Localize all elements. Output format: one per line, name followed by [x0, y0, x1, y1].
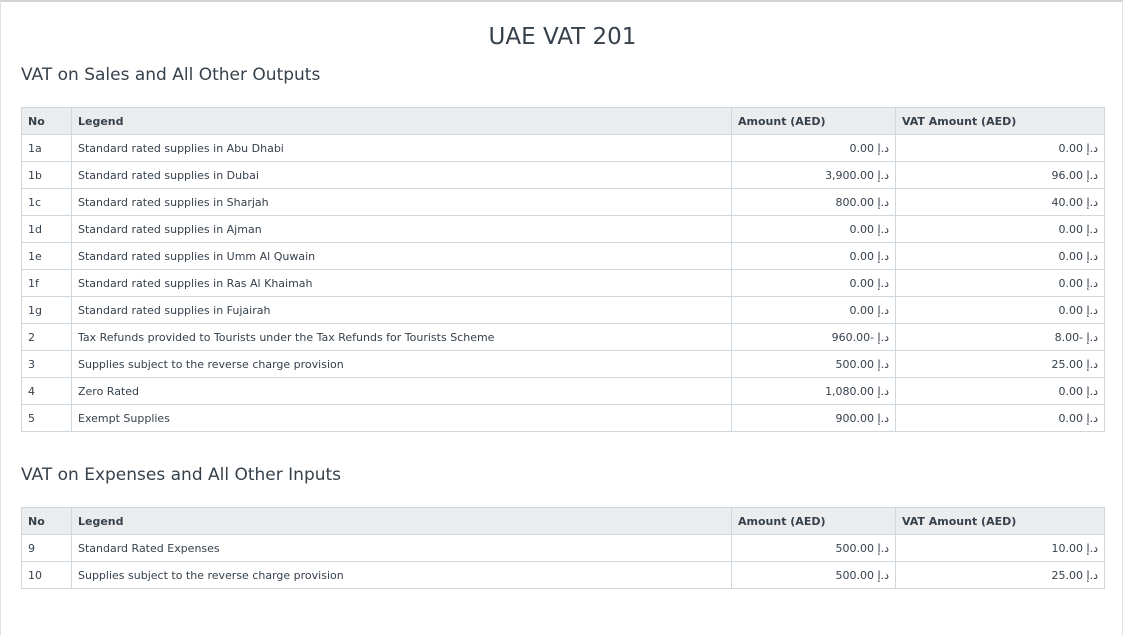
row-vat-amount-cell: 25.00 د.إ	[896, 351, 1105, 378]
row-amount-cell: 960.00- د.إ	[732, 324, 896, 351]
row-legend-cell: Tax Refunds provided to Tourists under the Tax Refunds for Tourists Scheme	[72, 324, 732, 351]
table-row	[22, 405, 1105, 432]
row-number-cell: 4	[22, 378, 72, 405]
row-legend-cell: Standard rated supplies in Fujairah	[72, 297, 732, 324]
row-number-cell: 3	[22, 351, 72, 378]
row-legend-cell: Supplies subject to the reverse charge provision	[72, 351, 732, 378]
table-header-row	[22, 108, 1105, 135]
expenses-section-title: VAT on Expenses and All Other Inputs	[21, 465, 342, 485]
table-row	[22, 535, 1105, 562]
row-legend-cell: Exempt Supplies	[72, 405, 732, 432]
row-amount-cell: 800.00 د.إ	[732, 189, 896, 216]
row-amount-cell: 0.00 د.إ	[732, 135, 896, 162]
column-header-no: No	[22, 508, 72, 535]
row-vat-amount-cell: 25.00 د.إ	[896, 562, 1105, 589]
table-row	[22, 135, 1105, 162]
expenses-table	[21, 507, 1105, 589]
row-number-cell: 1d	[22, 216, 72, 243]
row-number-cell: 5	[22, 405, 72, 432]
row-legend-cell: Standard rated supplies in Dubai	[72, 162, 732, 189]
row-vat-amount-cell: 0.00 د.إ	[896, 405, 1105, 432]
column-header-vat-amount: VAT Amount (AED)	[896, 508, 1105, 535]
row-amount-cell: 900.00 د.إ	[732, 405, 896, 432]
table-row	[22, 162, 1105, 189]
sales-table	[21, 107, 1105, 432]
table-row	[22, 562, 1105, 589]
row-legend-cell: Standard Rated Expenses	[72, 535, 732, 562]
row-vat-amount-cell: 0.00 د.إ	[896, 297, 1105, 324]
row-amount-cell: 0.00 د.إ	[732, 270, 896, 297]
row-legend-cell: Standard rated supplies in Ras Al Khaimah	[72, 270, 732, 297]
row-legend-cell: Supplies subject to the reverse charge provision	[72, 562, 732, 589]
table-row	[22, 216, 1105, 243]
row-number-cell: 1b	[22, 162, 72, 189]
row-number-cell: 1a	[22, 135, 72, 162]
table-row	[22, 324, 1105, 351]
row-vat-amount-cell: 40.00 د.إ	[896, 189, 1105, 216]
row-number-cell: 2	[22, 324, 72, 351]
column-header-vat-amount: VAT Amount (AED)	[896, 108, 1105, 135]
expenses-table-body	[22, 535, 1105, 589]
row-legend-cell: Standard rated supplies in Ajman	[72, 216, 732, 243]
row-amount-cell: 0.00 د.إ	[732, 243, 896, 270]
table-header-row	[22, 508, 1105, 535]
row-vat-amount-cell: 8.00- د.إ	[896, 324, 1105, 351]
table-row	[22, 189, 1105, 216]
row-number-cell: 1g	[22, 297, 72, 324]
table-row	[22, 270, 1105, 297]
row-amount-cell: 500.00 د.إ	[732, 535, 896, 562]
column-header-legend: Legend	[72, 508, 732, 535]
row-amount-cell: 500.00 د.إ	[732, 351, 896, 378]
row-vat-amount-cell: 0.00 د.إ	[896, 378, 1105, 405]
row-amount-cell: 500.00 د.إ	[732, 562, 896, 589]
row-legend-cell: Standard rated supplies in Umm Al Quwain	[72, 243, 732, 270]
row-number-cell: 1e	[22, 243, 72, 270]
report-title: UAE VAT 201	[488, 24, 637, 50]
row-vat-amount-cell: 0.00 د.إ	[896, 135, 1105, 162]
row-legend-cell: Standard rated supplies in Sharjah	[72, 189, 732, 216]
row-vat-amount-cell: 0.00 د.إ	[896, 216, 1105, 243]
row-number-cell: 10	[22, 562, 72, 589]
sales-table-body	[22, 135, 1105, 432]
row-legend-cell: Zero Rated	[72, 378, 732, 405]
row-vat-amount-cell: 0.00 د.إ	[896, 270, 1105, 297]
table-row	[22, 351, 1105, 378]
row-amount-cell: 0.00 د.إ	[732, 216, 896, 243]
row-amount-cell: 0.00 د.إ	[732, 297, 896, 324]
table-row	[22, 378, 1105, 405]
row-number-cell: 1c	[22, 189, 72, 216]
row-legend-cell: Standard rated supplies in Abu Dhabi	[72, 135, 732, 162]
row-number-cell: 1f	[22, 270, 72, 297]
sales-section-title: VAT on Sales and All Other Outputs	[21, 65, 321, 85]
column-header-amount: Amount (AED)	[732, 108, 896, 135]
table-row	[22, 297, 1105, 324]
row-number-cell: 9	[22, 535, 72, 562]
row-amount-cell: 3,900.00 د.إ	[732, 162, 896, 189]
row-vat-amount-cell: 10.00 د.إ	[896, 535, 1105, 562]
column-header-no: No	[22, 108, 72, 135]
row-vat-amount-cell: 0.00 د.إ	[896, 243, 1105, 270]
row-amount-cell: 1,080.00 د.إ	[732, 378, 896, 405]
column-header-amount: Amount (AED)	[732, 508, 896, 535]
row-vat-amount-cell: 96.00 د.إ	[896, 162, 1105, 189]
table-row	[22, 243, 1105, 270]
column-header-legend: Legend	[72, 108, 732, 135]
